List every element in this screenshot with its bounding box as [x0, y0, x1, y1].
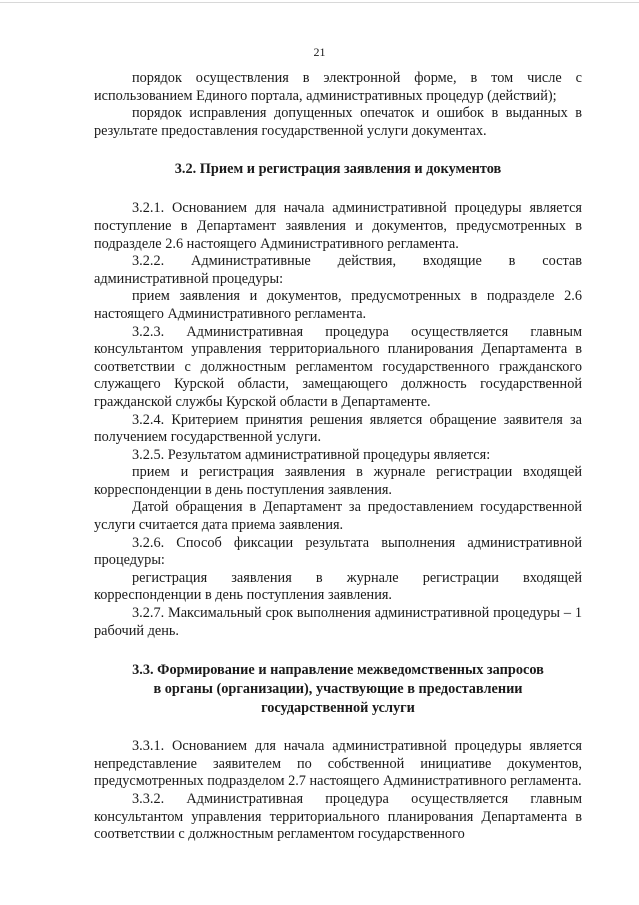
paragraph-3-2-5-item: прием и регистрация заявления в журнале регистрации входящей корреспонденции в день поступления заявления. [94, 464, 582, 498]
section-heading-3-3-line-3: государственной услуги [261, 700, 415, 717]
paragraph-3-2-3: 3.2.3. Административная процедура осуществляется главным консультантом управления территориального планирования Департамента в соответствии с должностным регламентом государственного гражданского служащего Курской области, замещающего должность государственной гражданской службы Курской области в Департаменте. [94, 323, 582, 410]
paragraph-3-2-6: 3.2.6. Способ фиксации результата выполнения административной процедуры: [94, 534, 582, 569]
paragraph-3-3-2: 3.3.2. Административная процедура осуществляется главным консультантом управления территориального планирования Департамента в соответствии с должностным регламентом государственного [94, 791, 582, 843]
scan-edge-line [0, 2, 639, 3]
paragraph-error-correction: порядок исправления допущенных опечаток и ошибок в выданных в результате предоставления государственной услуги документах. [94, 105, 582, 139]
paragraph-3-2-4: 3.2.4. Критерием принятия решения является обращение заявителя за получением государственной услуги. [94, 411, 582, 446]
paragraph-electronic-procedures: порядок осуществления в электронной форме, в том числе с использованием Единого портала, административных процедур (действий); [94, 70, 582, 104]
paragraph-3-2-2-item: прием заявления и документов, предусмотренных в подразделе 2.6 настоящего Административного регламента. [94, 288, 582, 322]
paragraph-3-2-5-date: Датой обращения в Департамент за предоставлением государственной услуги считается дата приема заявления. [94, 499, 582, 534]
paragraph-3-2-2: 3.2.2. Административные действия, входящие в состав административной процедуры: [94, 253, 582, 287]
paragraph-3-2-7: 3.2.7. Максимальный срок выполнения административной процедуры – 1 рабочий день. [94, 605, 582, 639]
paragraph-3-2-5: 3.2.5. Результатом административной процедуры является: [132, 446, 491, 463]
section-heading-3-3-line-1: 3.3. Формирование и направление межведомственных запросов [132, 662, 544, 679]
paragraph-3-2-6-item: регистрация заявления в журнале регистрации входящей корреспонденции в день поступления заявления. [94, 569, 582, 604]
paragraph-3-3-1: 3.3.1. Основанием для начала административной процедуры является непредставление заявителем по собственной инициативе документов, предусмотренных подразделом 2.7 настоящего Административного регламента. [94, 738, 582, 790]
section-heading-3-2: 3.2. Прием и регистрация заявления и документов [174, 161, 502, 178]
page-number: 21 [313, 45, 326, 59]
section-heading-3-3-line-2: в органы (организации), участвующие в предоставлении [153, 681, 523, 698]
paragraph-3-2-1: 3.2.1. Основанием для начала административной процедуры является поступление в Департамент заявления и документов, предусмотренных в подразделе 2.6 настоящего Административного регламента. [94, 200, 582, 252]
document-body [94, 70, 582, 844]
